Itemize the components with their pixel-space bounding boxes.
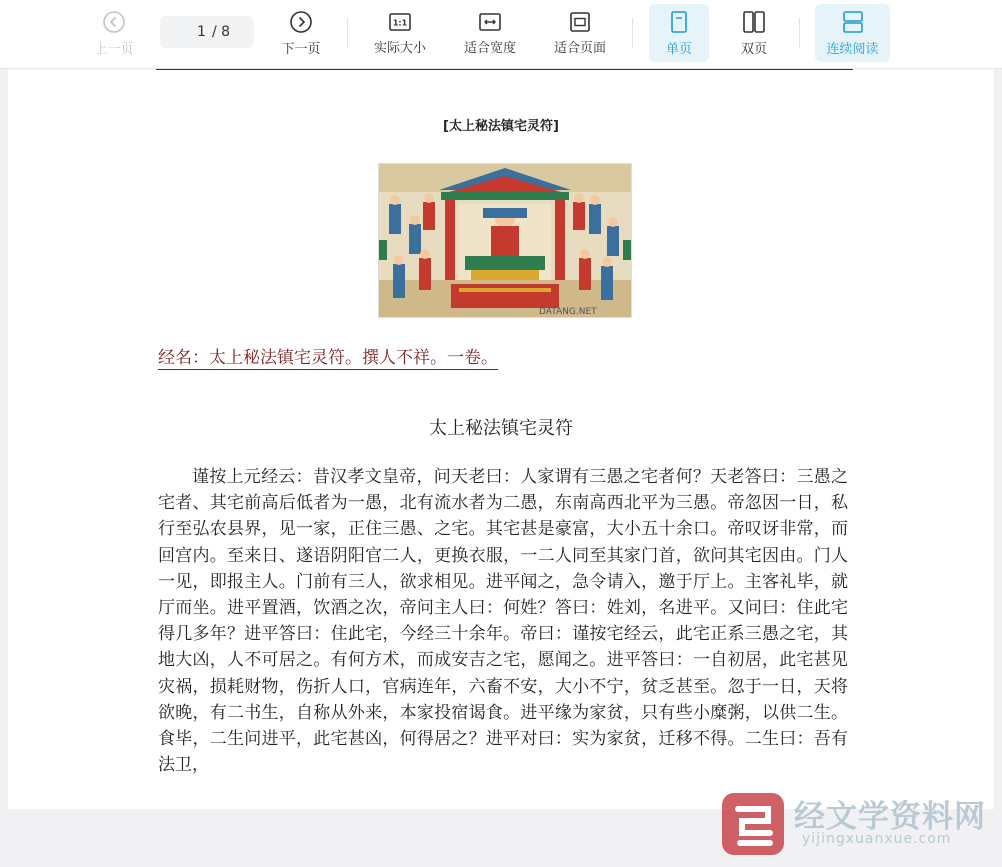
page-top-rule xyxy=(156,69,853,70)
fit-page-button[interactable] xyxy=(542,4,618,62)
document-page xyxy=(8,69,994,847)
fit-width-button[interactable] xyxy=(452,4,528,62)
fit-width-label: 适合宽度 xyxy=(463,40,516,56)
image-watermark-caption: DATANG.NET xyxy=(539,307,597,317)
double-page-button[interactable] xyxy=(724,4,784,62)
page-total: / 8 xyxy=(211,24,231,40)
fit-width-icon xyxy=(478,11,502,33)
double-page-label: 双页 xyxy=(740,41,767,57)
actual-size-button[interactable] xyxy=(362,4,438,62)
document-bracket-title: [太上秘法镇宅灵符] xyxy=(443,119,559,134)
chevron-right-circle-icon xyxy=(289,10,313,34)
next-page-button[interactable] xyxy=(269,4,333,62)
single-page-button[interactable] xyxy=(649,4,709,62)
document-body-text: 谨按上元经云：昔汉孝文皇帝，问天老曰：人家谓有三愚之宅者何？天老答曰：三愚之宅者、其宅前高后低者为一愚，北有流水者为二愚，东南高西北平为三愚。帝忽因一日，私行至弘农县界，见一家，正住三愚、之宅。其宅甚是豪富，大小五十余口。帝叹讶非常，而回宫内。至来日、遂语阴阳官二人，更换衣服，一二人同至其家门首，欲问其宅因由。门人一见，即报主人。门前有三人，欲求相见。进平闻之，急令请入，邀于厅上。主客礼毕，就厅而坐。进平置酒，饮酒之次，帝问主人曰：何姓？答曰：姓刘，名进平。又问曰：住此宅得几多年？进平答曰：住此宅，今经三十余年。帝曰：谨按宅经云，此宅正系三愚之宅，其地大凶，人不可居之。有何方术，而成安吉之宅，愿闻之。进平答曰：一自初居，此宅甚见灾祸，损耗财物，伤折人口，官病连年，六畜不安，大小不宁，贫乏甚至。忽于一日，天将欲晚，有二书生，自称从外来，本家投宿谒食。进平缘为家贫，只有些小糜粥，以供二生。食毕，二生问进平，此宅甚凶，何得居之？进平对曰：实为家贫，迁移不得。二生曰：吾有法卫， xyxy=(158,467,848,776)
next-page-label: 下一页 xyxy=(281,41,321,57)
toolbar-divider xyxy=(632,18,633,48)
fit-page-icon xyxy=(568,11,592,33)
page-indicator xyxy=(160,16,254,48)
double-page-icon xyxy=(742,10,766,34)
continuous-reading-icon xyxy=(841,10,865,34)
folk-art-painting-image xyxy=(379,164,631,317)
single-page-label: 单页 xyxy=(665,41,692,57)
actual-size-label: 实际大小 xyxy=(373,40,426,56)
site-watermark xyxy=(716,787,1002,867)
actual-size-glyph: 1:1 xyxy=(392,18,408,27)
document-heading: 太上秘法镇宅灵符 xyxy=(429,418,573,439)
pdf-toolbar xyxy=(0,0,1002,69)
page-number-input[interactable] xyxy=(184,24,206,40)
toolbar-divider xyxy=(347,18,348,48)
continuous-reading-button[interactable] xyxy=(815,4,890,62)
chevron-left-circle-icon xyxy=(102,10,126,34)
fit-page-label: 适合页面 xyxy=(553,40,606,56)
toolbar-divider xyxy=(799,18,800,48)
prev-page-button[interactable] xyxy=(82,4,146,62)
prev-page-label: 上一页 xyxy=(94,41,134,57)
site-logo-icon xyxy=(720,791,790,861)
actual-size-icon xyxy=(388,11,412,33)
sutra-name-link[interactable]: 经名：太上秘法镇宅灵符。撰人不祥。一卷。 xyxy=(158,343,498,370)
watermark-site-name: 经文学资料网 xyxy=(794,799,986,835)
single-page-icon xyxy=(668,10,690,34)
continuous-reading-label: 连续阅读 xyxy=(826,41,879,57)
watermark-url: yijingxuanxue.com xyxy=(802,831,952,847)
talisman-illustration xyxy=(378,163,632,318)
